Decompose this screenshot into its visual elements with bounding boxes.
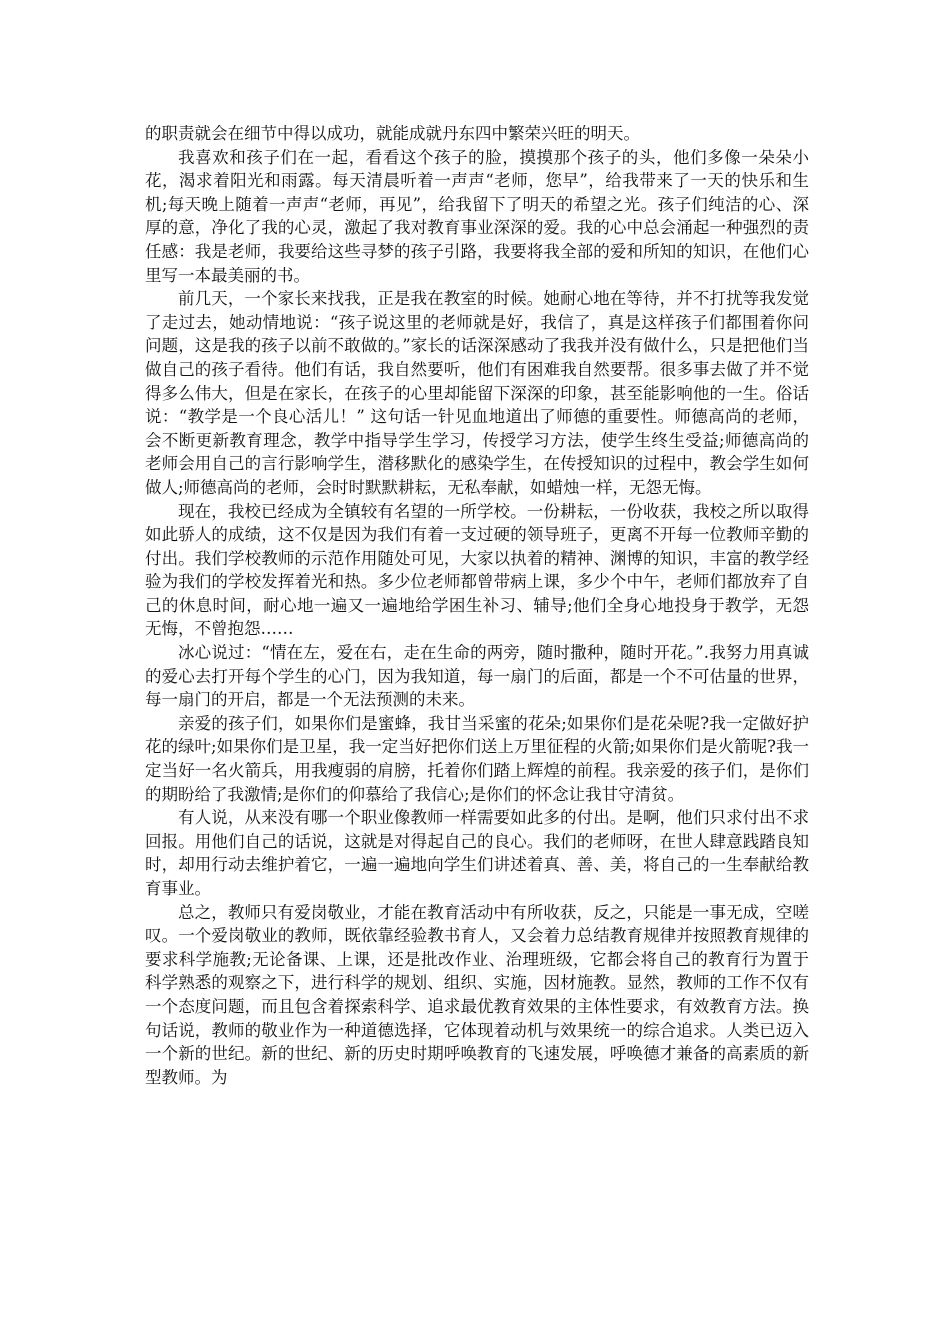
paragraph-conclusion: 总之，教师只有爱岗敬业，才能在教育活动中有所收获，反之，只能是一事无成，空嗟叹。一个爱岗敬业的教师，既依靠经验教书育人，又会着力总结教育规律并按照教育规律的要求科学施教;无论备课、上课，还是批改作业、治理班级，它都会将自己的教育行为置于科学熟悉的观察之下，进行科学的规划、组织、实施，因材施教。显然，教师的工作不仅有一个态度问题，而且包含着探索科学、追求最优教育效果的主体性要求，有效教育方法。换句话说，教师的敬业作为一种道德选择，它体现着动机与效果统一的综合追求。人类已迈入一个新的世纪。新的世纪、新的历史时期呼唤教育的飞速发展，呼唤德才兼备的高素质的新型教师。为 xyxy=(145,902,809,1087)
paragraph-continuation: 的职责就会在细节中得以成功，就能成就丹东四中繁荣兴旺的明天。 xyxy=(145,124,640,143)
paragraph-bingxin-quote: 冰心说过：“情在左，爱在右，走在生命的两旁，随时撒种，随时开花。”.我努力用真诚的爱心去打开每个学生的心门，因为我知道，每一扇门的后面，都是一个不可估量的世界，每一扇门的开启，都是一个无法预测的未来。 xyxy=(145,643,809,710)
paragraph-school-reputation: 现在，我校已经成为全镇较有名望的一所学校。一份耕耘，一份收获，我校之所以取得如此骄人的成绩，这不仅是因为我们有着一支过硬的领导班子，更离不开每一位教师辛勤的付出。我们学校教师的示范作用随处可见，大家以执着的精神、渊博的知识，丰富的教学经验为我们的学校发挥着光和热。多少位老师都曾带病上课，多少个中午，老师们都放弃了自己的休息时间，耐心地一遍又一遍地给学困生补习、辅导;他们全身心地投身于教学，无怨无悔，不曾抱怨…… xyxy=(145,501,809,639)
paragraph-children: 我喜欢和孩子们在一起，看看这个孩子的脸，摸摸那个孩子的头，他们多像一朵朵小花，渴求着阳光和雨露。每天清晨听着一声声“老师，您早”，给我带来了一天的快乐和生机;每天晚上随着一声声“老师，再见”，给我留下了明天的希望之光。孩子们纯洁的心、深厚的意，净化了我的心灵，激起了我对教育事业深深的爱。我的心中总会涌起一种强烈的责任感：我是老师，我要给这些寻梦的孩子引路，我要将我全部的爱和所知的知识，在他们心里写一本最美丽的书。 xyxy=(145,147,809,285)
paragraph-dear-children: 亲爱的孩子们，如果你们是蜜蜂，我甘当采蜜的花朵;如果你们是花朵呢?我一定做好护花的绿叶;如果你们是卫星，我一定当好把你们送上万里征程的火箭;如果你们是火箭呢?我一定当好一名火箭兵，用我瘦弱的肩膀，托着你们踏上辉煌的前程。我亲爱的孩子们，是你们的期盼给了我激情;是你们的仰慕给了我信心;是你们的怀念让我甘守清贫。 xyxy=(145,713,809,804)
paragraph-parent-visit: 前几天，一个家长来找我，正是我在教室的时候。她耐心地在等待，并不打扰等我发觉了走过去，她动情地说：“孩子说这里的老师就是好，我信了，真是这样孩子们都围着你问问题，这是我的孩子以前不敢做的。”家长的话深深感动了我我并没有做什么，只是把他们当做自己的孩子看待。他们有话，我自然要听，他们有困难我自然要帮。很多事去做了并不觉得多么伟大，但是在家长，在孩子的心里却能留下深深的印象，甚至能影响他的一生。俗话说：“教学是一个良心活儿！” 这句话一针见血地道出了师德的重要性。师德高尚的老师，会不断更新教育理念，教学中指导学生学习，传授学习方法，使学生终生受益;师德高尚的老师会用自己的言行影响学生，潜移默化的感染学生，在传授知识的过程中，教会学生如何做人;师德高尚的老师，会时时默默耕耘，无私奉献，如蜡烛一样，无怨无悔。 xyxy=(145,289,809,497)
paragraph-teacher-sacrifice: 有人说，从来没有哪一个职业像教师一样需要如此多的付出。是啊，他们只求付出不求回报。用他们自己的话说，这就是对得起自己的良心。我们的老师呀，在世人肆意践踏良知时，却用行动去维护着它，一遍一遍地向学生们讲述着真、善、美，将自己的一生奉献给教育事业。 xyxy=(145,808,809,898)
document-page xyxy=(145,122,809,1089)
